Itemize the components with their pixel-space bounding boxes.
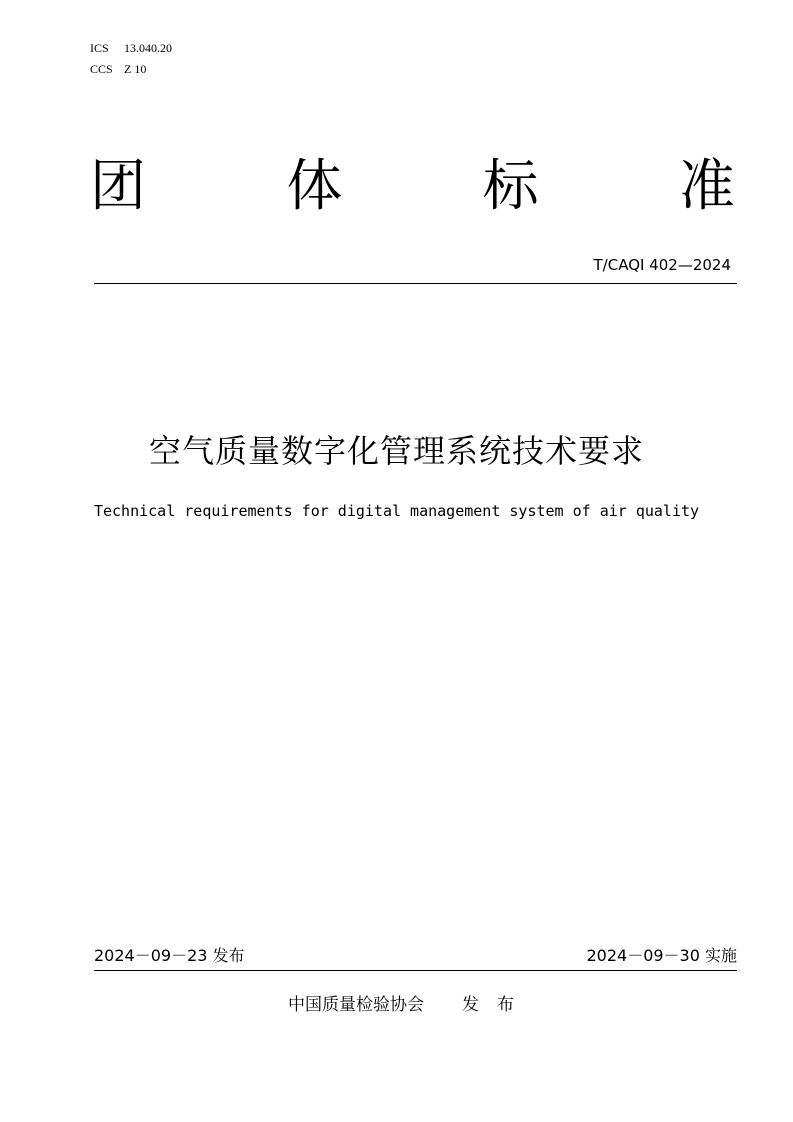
footer-divider: [94, 970, 737, 971]
classification-codes: [90, 38, 172, 80]
publisher-action: 发布: [462, 995, 532, 1015]
title-char-3: 标: [482, 154, 539, 219]
ics-code: 13.040.20: [124, 41, 172, 55]
title-char-4: 准: [678, 154, 735, 219]
standard-number: T/CAQI 402—2024: [593, 256, 731, 274]
english-title: Technical requirements for digital management system of air quality: [93, 502, 700, 520]
title-char-2: 体: [286, 154, 343, 219]
implementation-date: 2024－09－30 实施: [586, 946, 737, 965]
chinese-title: 空气质量数字化管理系统技术要求: [148, 432, 644, 470]
ics-row: [90, 38, 172, 59]
ccs-row: [90, 59, 172, 80]
publisher-organization: 中国质量检验协会: [288, 995, 424, 1015]
document-type-title: [90, 152, 735, 222]
title-char-1: 团: [90, 154, 146, 219]
header-divider: [94, 283, 737, 284]
publisher-line: [288, 993, 532, 1017]
ics-label: ICS: [90, 41, 109, 55]
ccs-code: Z 10: [124, 62, 147, 76]
ccs-label: CCS: [90, 62, 113, 76]
issue-date: 2024－09－23 发布: [94, 946, 245, 965]
